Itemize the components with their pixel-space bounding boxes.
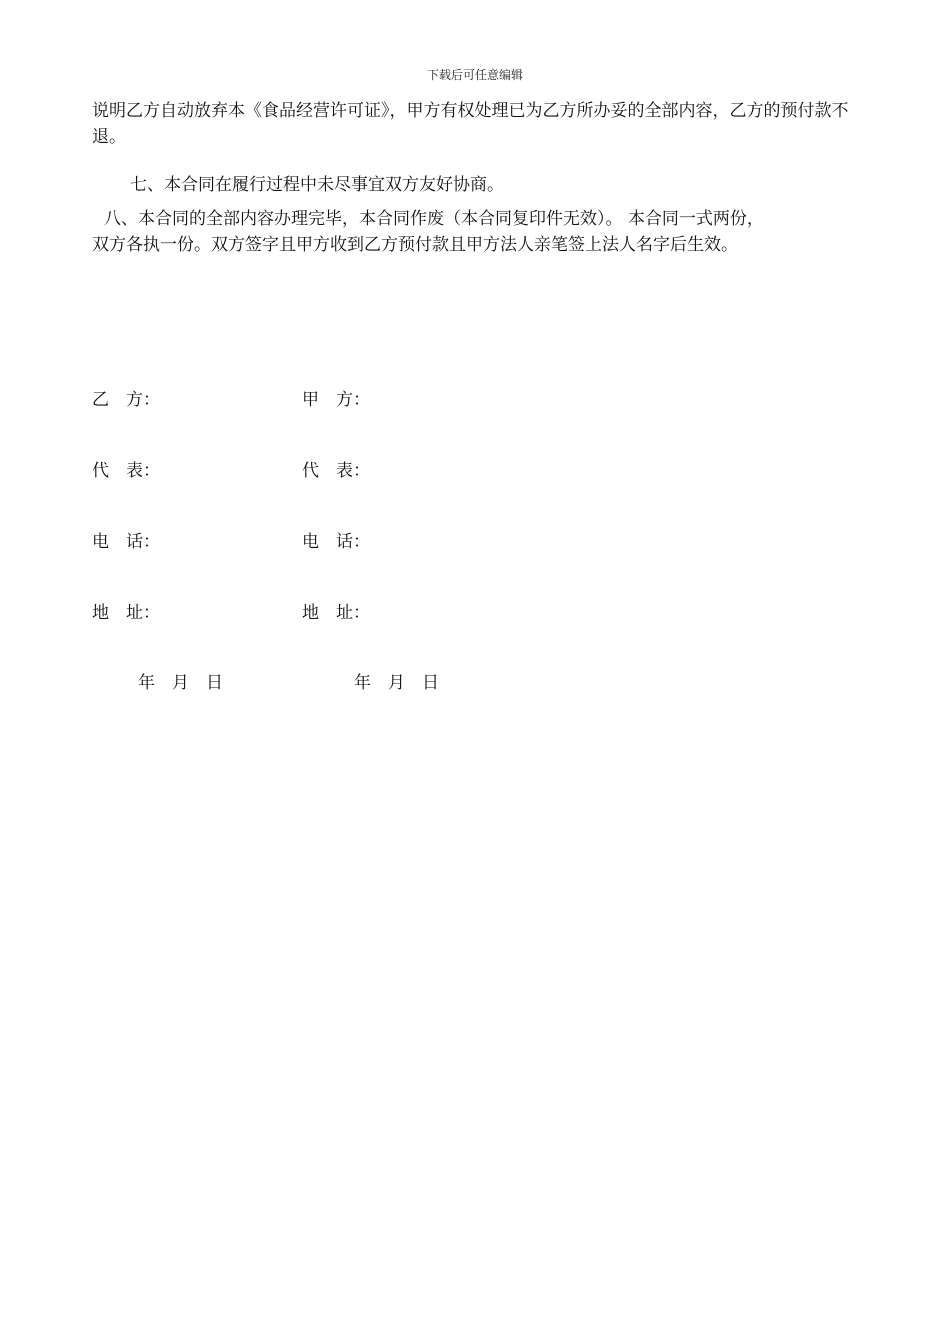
- party-b-address-label: 地 址：: [92, 603, 160, 623]
- party-b-phone-label: 电 话：: [92, 532, 160, 552]
- party-b-representative-label: 代 表：: [92, 461, 160, 481]
- clause-eight: [92, 206, 862, 258]
- party-a-address-label: 地 址：: [302, 603, 370, 623]
- header-note: 下载后可任意编辑: [426, 68, 523, 82]
- clause-eight-line-2: 双方各执一份。双方签字且甲方收到乙方预付款且甲方法人亲笔签上法人名字后生效。: [92, 235, 738, 255]
- clause-eight-line-1: 八、本合同的全部内容办理完毕，本合同作废（本合同复印件无效）。 本合同一式两份，: [104, 209, 764, 229]
- party-a-date: 年 月 日: [354, 673, 439, 693]
- clause-seven: 七、本合同在履行过程中未尽事宜双方友好协商。: [130, 175, 504, 195]
- party-b-label: 乙 方：: [92, 390, 160, 410]
- party-b-date: 年 月 日: [138, 673, 223, 693]
- clause-paragraph-continuation: 说明乙方自动放弃本《食品经营许可证》，甲方有权处理已为乙方所办妥的全部内容，乙方的预付款不退。: [92, 101, 849, 147]
- party-a-label: 甲 方：: [302, 390, 370, 410]
- party-a-phone-label: 电 话：: [302, 532, 370, 552]
- party-a-representative-label: 代 表：: [302, 461, 370, 481]
